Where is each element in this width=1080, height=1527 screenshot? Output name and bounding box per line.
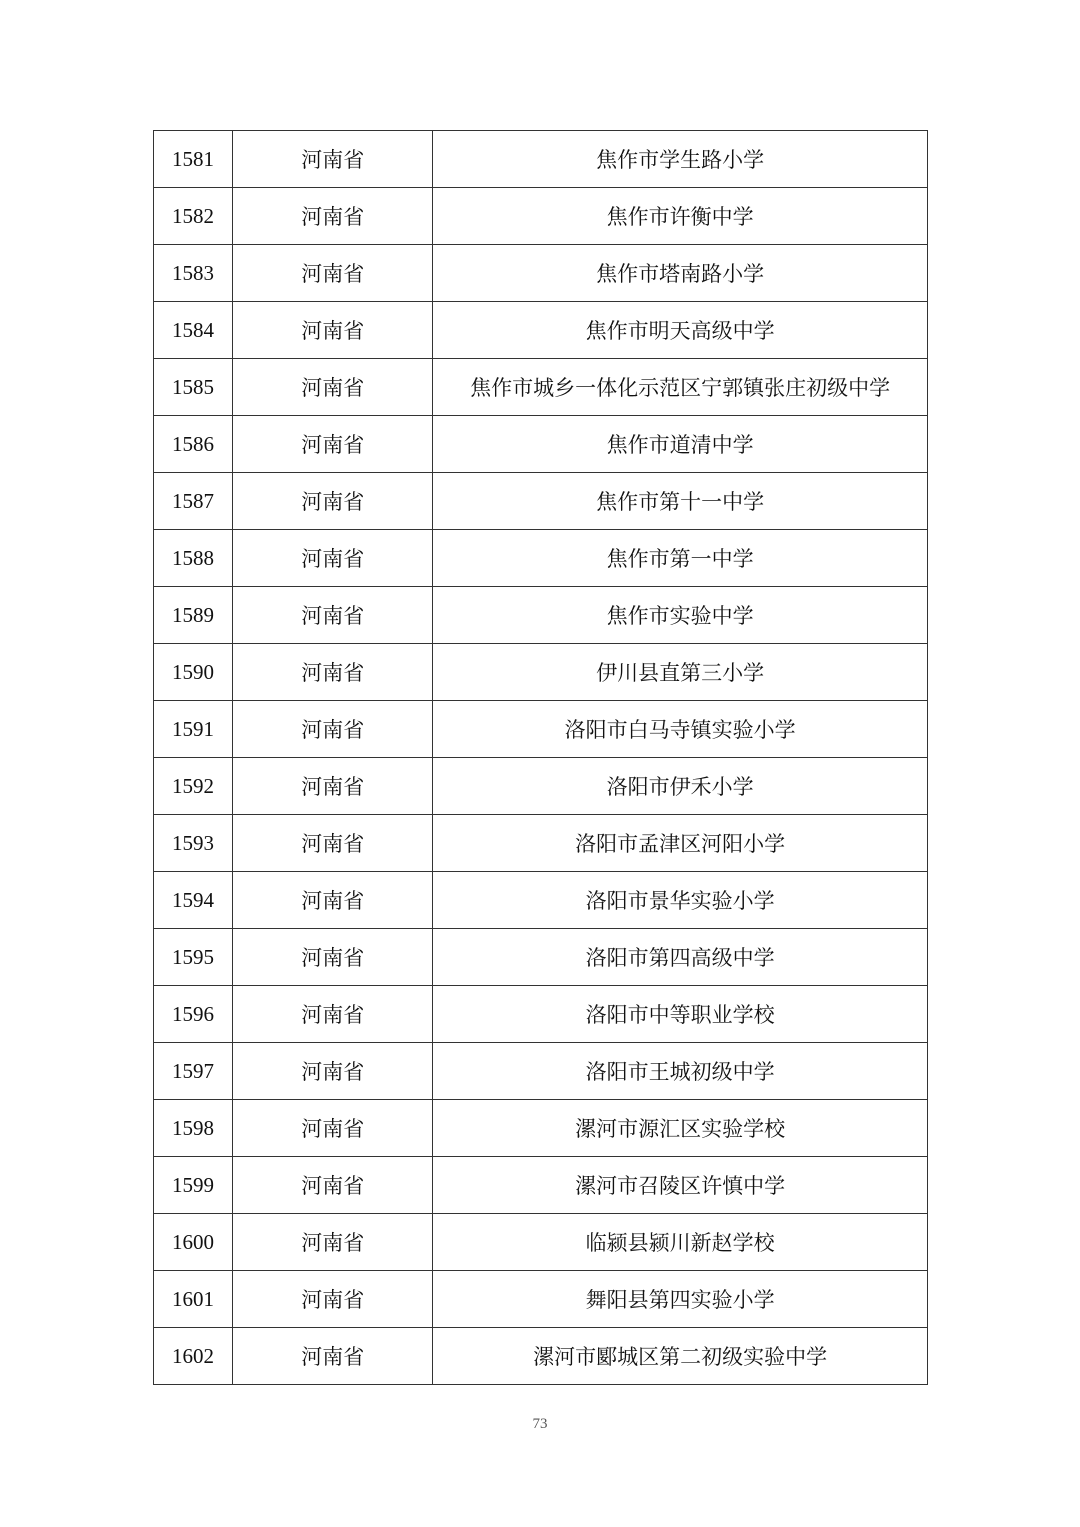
province-cell: 河南省	[233, 1328, 433, 1385]
province-cell: 河南省	[233, 758, 433, 815]
table-row	[154, 815, 928, 872]
row-number-cell: 1591	[154, 701, 233, 758]
school-name-cell: 洛阳市王城初级中学	[433, 1043, 928, 1100]
row-number-cell: 1593	[154, 815, 233, 872]
school-name-cell: 焦作市第一中学	[433, 530, 928, 587]
province-cell: 河南省	[233, 245, 433, 302]
table-row	[154, 701, 928, 758]
school-name-cell: 漯河市郾城区第二初级实验中学	[433, 1328, 928, 1385]
row-number-cell: 1588	[154, 530, 233, 587]
table-row	[154, 929, 928, 986]
table-row	[154, 872, 928, 929]
row-number-cell: 1599	[154, 1157, 233, 1214]
province-cell: 河南省	[233, 815, 433, 872]
province-cell: 河南省	[233, 929, 433, 986]
school-name-cell: 焦作市明天高级中学	[433, 302, 928, 359]
table-body	[154, 131, 928, 1385]
province-cell: 河南省	[233, 473, 433, 530]
table-row	[154, 1271, 928, 1328]
row-number-cell: 1600	[154, 1214, 233, 1271]
table-row	[154, 416, 928, 473]
table-row	[154, 1043, 928, 1100]
row-number-cell: 1601	[154, 1271, 233, 1328]
school-name-cell: 漯河市源汇区实验学校	[433, 1100, 928, 1157]
row-number-cell: 1589	[154, 587, 233, 644]
table-row	[154, 359, 928, 416]
row-number-cell: 1602	[154, 1328, 233, 1385]
school-name-cell: 漯河市召陵区许慎中学	[433, 1157, 928, 1214]
school-name-cell: 洛阳市中等职业学校	[433, 986, 928, 1043]
table-row	[154, 302, 928, 359]
province-cell: 河南省	[233, 1043, 433, 1100]
province-cell: 河南省	[233, 302, 433, 359]
table-row	[154, 644, 928, 701]
school-name-cell: 洛阳市白马寺镇实验小学	[433, 701, 928, 758]
province-cell: 河南省	[233, 359, 433, 416]
province-cell: 河南省	[233, 1214, 433, 1271]
row-number-cell: 1584	[154, 302, 233, 359]
row-number-cell: 1581	[154, 131, 233, 188]
row-number-cell: 1597	[154, 1043, 233, 1100]
school-name-cell: 焦作市塔南路小学	[433, 245, 928, 302]
province-cell: 河南省	[233, 872, 433, 929]
school-name-cell: 临颍县颍川新赵学校	[433, 1214, 928, 1271]
table-row	[154, 1328, 928, 1385]
school-name-cell: 焦作市许衡中学	[433, 188, 928, 245]
table-row	[154, 1100, 928, 1157]
school-name-cell: 伊川县直第三小学	[433, 644, 928, 701]
table-row	[154, 758, 928, 815]
row-number-cell: 1586	[154, 416, 233, 473]
row-number-cell: 1598	[154, 1100, 233, 1157]
province-cell: 河南省	[233, 131, 433, 188]
row-number-cell: 1587	[154, 473, 233, 530]
table-row	[154, 1214, 928, 1271]
table-row	[154, 1157, 928, 1214]
table-row	[154, 530, 928, 587]
school-name-cell: 焦作市城乡一体化示范区宁郭镇张庄初级中学	[433, 359, 928, 416]
table-row	[154, 986, 928, 1043]
school-name-cell: 焦作市道清中学	[433, 416, 928, 473]
table-row	[154, 131, 928, 188]
row-number-cell: 1583	[154, 245, 233, 302]
school-name-cell: 洛阳市景华实验小学	[433, 872, 928, 929]
school-name-cell: 洛阳市第四高级中学	[433, 929, 928, 986]
school-name-cell: 焦作市实验中学	[433, 587, 928, 644]
school-name-cell: 舞阳县第四实验小学	[433, 1271, 928, 1328]
page-number: 73	[532, 1416, 548, 1432]
row-number-cell: 1594	[154, 872, 233, 929]
school-name-cell: 焦作市第十一中学	[433, 473, 928, 530]
row-number-cell: 1596	[154, 986, 233, 1043]
province-cell: 河南省	[233, 1100, 433, 1157]
province-cell: 河南省	[233, 644, 433, 701]
province-cell: 河南省	[233, 986, 433, 1043]
table-row	[154, 473, 928, 530]
province-cell: 河南省	[233, 416, 433, 473]
province-cell: 河南省	[233, 1271, 433, 1328]
table-row	[154, 188, 928, 245]
school-name-cell: 洛阳市伊禾小学	[433, 758, 928, 815]
province-cell: 河南省	[233, 701, 433, 758]
table-row	[154, 245, 928, 302]
table-row	[154, 587, 928, 644]
row-number-cell: 1595	[154, 929, 233, 986]
row-number-cell: 1590	[154, 644, 233, 701]
row-number-cell: 1585	[154, 359, 233, 416]
province-cell: 河南省	[233, 188, 433, 245]
province-cell: 河南省	[233, 587, 433, 644]
school-name-cell: 洛阳市孟津区河阳小学	[433, 815, 928, 872]
school-list-table	[153, 130, 928, 1385]
row-number-cell: 1592	[154, 758, 233, 815]
province-cell: 河南省	[233, 530, 433, 587]
province-cell: 河南省	[233, 1157, 433, 1214]
school-name-cell: 焦作市学生路小学	[433, 131, 928, 188]
row-number-cell: 1582	[154, 188, 233, 245]
